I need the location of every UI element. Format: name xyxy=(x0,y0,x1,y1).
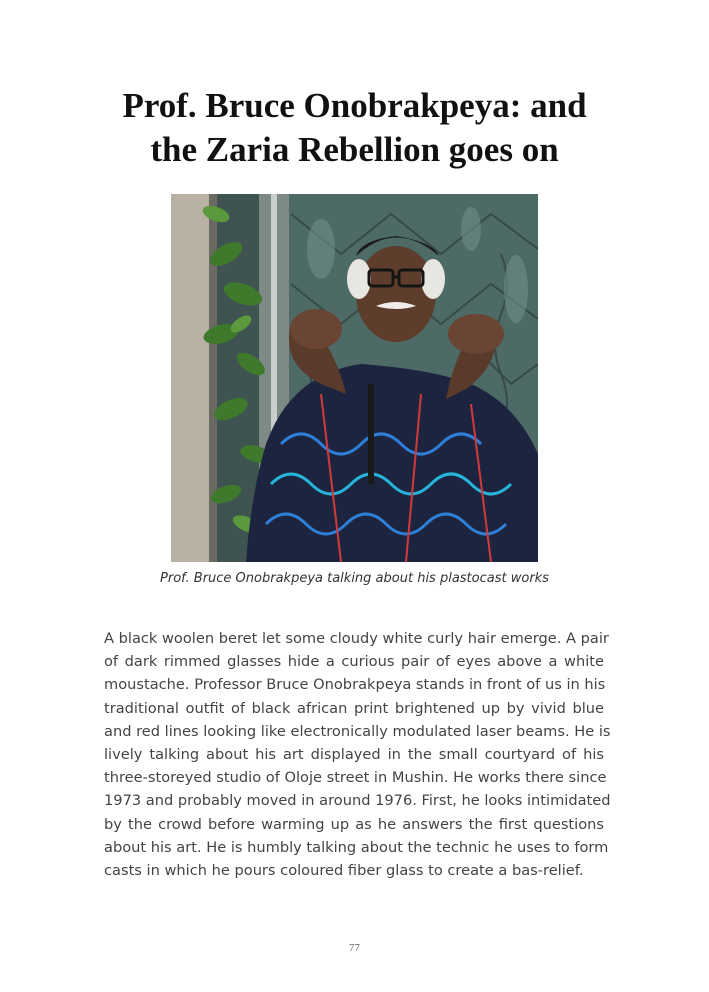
title-line: the Zaria Rebellion goes on xyxy=(150,130,559,169)
body-line: lively talking about his art displayed in the small courtyard of his xyxy=(104,746,604,764)
body-line: traditional outfit of black african print brightened up by vivid blue xyxy=(104,699,604,717)
body-line: 1973 and probably moved in around 1976. First, he looks intimidated xyxy=(104,792,611,810)
title-line: Prof. Bruce Onobrakpeya: and xyxy=(122,86,587,125)
body-line: moustache. Professor Bruce Onobrakpeya stands in front of us in his xyxy=(104,676,606,694)
page-number: 77 xyxy=(349,942,360,954)
article-title xyxy=(60,84,649,172)
body-line: about his art. He is humbly talking about the technic he uses to form xyxy=(104,838,609,856)
body-line: A black woolen beret let some cloudy white curly hair emerge. A pair xyxy=(104,630,609,647)
body-line: and red lines looking like electronically modulated laser beams. He is xyxy=(104,722,611,740)
portrait-photo xyxy=(171,194,538,562)
body-paragraph xyxy=(104,627,611,882)
photo-caption: Prof. Bruce Onobrakpeya talking about his plastocast works xyxy=(160,571,549,586)
body-line: by the crowd before warming up as he answers the first questions xyxy=(104,815,604,833)
body-line: casts in which he pours coloured fiber glass to create a bas-relief. xyxy=(104,862,584,880)
body-line: three-storeyed studio of Oloje street in Mushin. He works there since xyxy=(104,769,607,787)
body-line: of dark rimmed glasses hide a curious pair of eyes above a white xyxy=(104,653,604,671)
